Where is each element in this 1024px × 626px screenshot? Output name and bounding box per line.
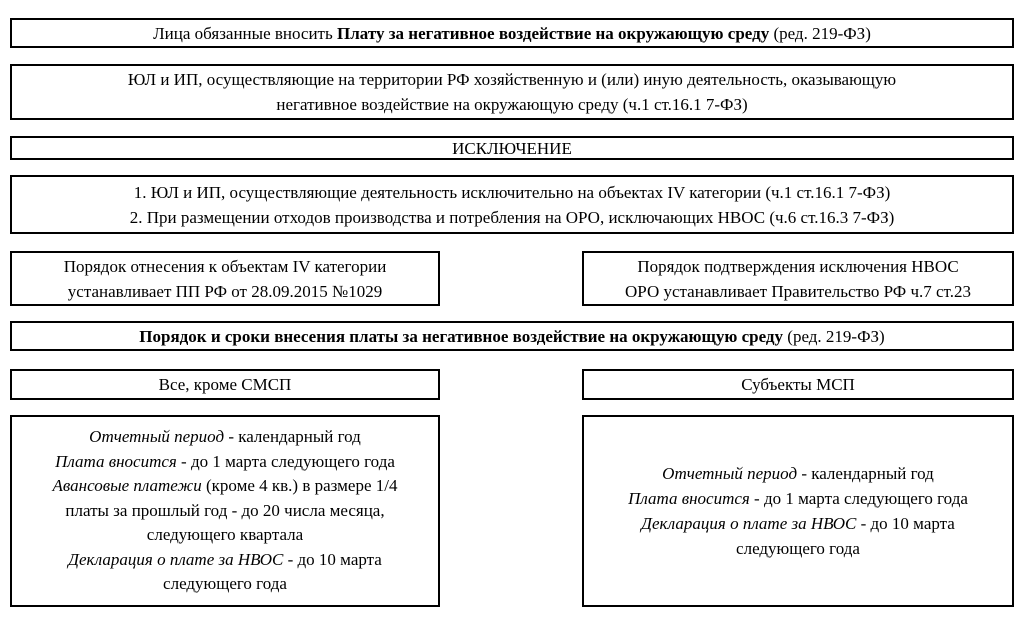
- left-period: [89, 425, 361, 450]
- payers-suffix: (ред. 219-ФЗ): [769, 23, 871, 43]
- right-payment-value: - до 1 марта следующего года: [749, 489, 968, 508]
- msp-title: Субъекты МСП: [741, 375, 855, 394]
- right-declaration: [641, 511, 955, 536]
- entities-box: [10, 64, 1014, 120]
- left-terms-box: [10, 415, 440, 607]
- payers-prefix: Лица обязанные вносить: [153, 23, 337, 43]
- right-declaration-label: Декларация о плате за НВОС: [641, 514, 857, 533]
- procedure-bold: Порядок и сроки внесения платы за негативное воздействие на окружающую среду: [139, 326, 784, 346]
- left-period-label: Отчетный период: [89, 427, 225, 447]
- left-advance: [53, 474, 398, 499]
- exceptions-list-box: [10, 175, 1014, 234]
- left-advance-label: Авансовые платежи: [52, 476, 202, 496]
- nvos-confirm-line-2: ОРО устанавливает Правительство РФ ч.7 ст.23: [625, 281, 971, 301]
- msp-box: [582, 369, 1014, 400]
- category-iv-box: [10, 251, 440, 306]
- procedure-heading: [139, 324, 884, 349]
- entities-line-1: ЮЛ и ИП, осуществляющие на территории РФ хозяйственную и (или) иную деятельность, оказывающую: [127, 70, 897, 89]
- payers-box: [10, 18, 1014, 48]
- left-declaration-value: - до 10 марта: [283, 549, 382, 569]
- right-terms-box: [582, 415, 1014, 607]
- left-declaration-label: Декларация о плате за НВОС: [68, 549, 284, 569]
- exception-item-1: 1. ЮЛ и ИП, осуществляющие деятельность исключительно на объектах IV категории (ч.1 ст.16.1 7-ФЗ): [133, 182, 891, 202]
- right-payment: [628, 486, 968, 511]
- procedure-suffix: (ред. 219-ФЗ): [783, 326, 885, 346]
- exception-item-2: 2. При размещении отходов производства и потребления на ОРО, исключающих НВОС (ч.6 ст.16.3 7-ФЗ): [129, 207, 895, 227]
- payers-heading: [153, 21, 871, 46]
- left-payment-label: Плата вносится: [55, 451, 177, 471]
- right-declaration-line-2: следующего года: [736, 539, 860, 558]
- left-advance-line-2: платы за прошлый год - до 20 числа месяца,: [65, 500, 385, 520]
- left-payment: [55, 450, 395, 475]
- left-payment-value: - до 1 марта следующего года: [176, 451, 395, 471]
- right-period-label: Отчетный период: [662, 464, 798, 483]
- procedure-box: [10, 321, 1014, 351]
- category-iv-line-2: устанавливает ПП РФ от 28.09.2015 №1029: [67, 281, 383, 301]
- left-declaration-line-2: следующего года: [163, 574, 287, 594]
- all-except-smsp-title: Все, кроме СМСП: [158, 375, 292, 394]
- right-payment-label: Плата вносится: [628, 489, 750, 508]
- nvos-confirm-box: [582, 251, 1014, 306]
- category-iv-line-1: Порядок отнесения к объектам IV категории: [63, 256, 387, 276]
- right-period: [662, 461, 934, 486]
- all-except-smsp-box: [10, 369, 440, 400]
- left-declaration: [68, 548, 382, 573]
- payers-bold: Плату за негативное воздействие на окружающую среду: [337, 23, 770, 43]
- left-period-value: - календарный год: [224, 427, 361, 447]
- left-advance-value: (кроме 4 кв.) в размере 1/4: [201, 476, 398, 496]
- exception-title: ИСКЛЮЧЕНИЕ: [452, 138, 572, 158]
- exception-box: [10, 136, 1014, 160]
- right-declaration-value: - до 10 марта: [856, 514, 955, 533]
- right-period-value: - календарный год: [797, 464, 934, 483]
- nvos-confirm-line-1: Порядок подтверждения исключения НВОС: [637, 256, 959, 276]
- left-advance-line-3: следующего квартала: [146, 525, 304, 545]
- entities-line-2: негативное воздействие на окружающую среду (ч.1 ст.16.1 7-ФЗ): [276, 95, 748, 114]
